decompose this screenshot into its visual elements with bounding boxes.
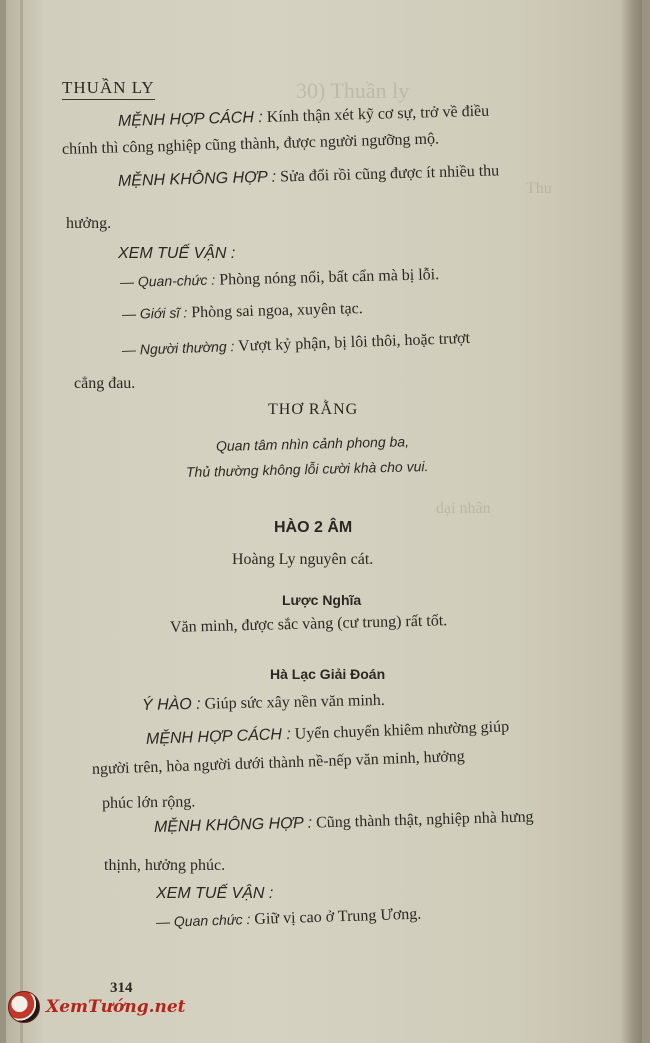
- quan-chuc-text: Phòng nóng nổi, bất cẩn mà bị lỗi.: [219, 266, 440, 289]
- hao-2-title: HÀO 2 ÂM: [274, 519, 353, 536]
- bleed-through-text: Thu: [526, 180, 552, 197]
- hao2-menh-hop-cach-text: Uyển chuyển khiêm nhường giúp: [294, 718, 510, 743]
- luoc-nghia-text: Văn minh, được sắc vàng (cư trung) rất tốt.: [169, 612, 448, 636]
- menh-khong-hop-label: MỆNH KHÔNG HỢP :: [117, 168, 277, 190]
- poem-line-1: Quan tâm nhìn cảnh phong ba,: [215, 433, 410, 454]
- gioi-si-label: — Giới sĩ :: [121, 304, 188, 322]
- hao2-menh-khong-hop-line: [154, 807, 534, 838]
- hao2-menh-hop-cach-continuation-2: phúc lớn rộng.: [101, 793, 196, 812]
- hao2-xem-tue-van-heading: XEM TUẾ VẬN :: [156, 885, 274, 902]
- nguoi-thuong-continuation: cẳng đau.: [74, 375, 136, 392]
- hao-2-subtitle: Hoàng Ly nguyên cát.: [232, 551, 374, 568]
- menh-khong-hop-line: [118, 161, 500, 192]
- hao2-menh-hop-cach-continuation-1: người trên, hòa người dưới thành nề-nếp văn minh, hưởng: [91, 747, 465, 778]
- book-page: [6, 0, 642, 1043]
- hao2-menh-hop-cach-label: MỆNH HỢP CÁCH :: [145, 725, 292, 748]
- ha-lac-title: Hà Lạc Giải Đoán: [270, 666, 386, 682]
- nguoi-thuong-text: Vượt kỷ phận, bị lôi thôi, hoặc trượt: [237, 329, 471, 355]
- xem-tue-van-heading: XEM TUẾ VẬN :: [118, 245, 236, 262]
- nguoi-thuong-label: — Người thường :: [121, 338, 235, 358]
- y-hao-line: [142, 691, 385, 716]
- menh-hop-cach-label: MỆNH HỢP CÁCH :: [117, 108, 264, 130]
- menh-hop-cach-text: Kính thận xét kỹ cơ sự, trở về điều: [266, 102, 490, 126]
- y-hao-label: Ý HÀO :: [141, 695, 201, 714]
- poem-title: THƠ RẰNG: [268, 401, 359, 418]
- menh-khong-hop-text: Sửa đổi rồi cũng được ít nhiều thu: [279, 162, 500, 186]
- gioi-si-line: [122, 298, 363, 325]
- hao2-menh-khong-hop-continuation: thịnh, hưởng phúc.: [104, 857, 226, 874]
- y-hao-text: Giúp sức xây nền văn minh.: [204, 691, 386, 713]
- hao2-quan-chuc-line: [156, 904, 422, 933]
- yin-yang-icon: [8, 991, 40, 1023]
- poem-line-2: Thủ thường không lỗi cười khà cho vui.: [185, 458, 429, 480]
- menh-hop-cach-continuation: chính thì công nghiệp cũng thành, được người ngưỡng mộ.: [61, 130, 440, 158]
- bleed-through-text: dại nhân: [436, 500, 491, 517]
- watermark-text: XemTướng.net: [46, 997, 186, 1017]
- menh-khong-hop-continuation: hưởng.: [66, 215, 112, 232]
- hao2-quan-chuc-label: — Quan chức :: [155, 911, 251, 930]
- luoc-nghia-title: Lược Nghĩa: [282, 592, 362, 608]
- xemtuong-watermark: [8, 990, 186, 1024]
- nguoi-thuong-line: [122, 328, 471, 361]
- hao2-menh-hop-cach-line: [146, 717, 510, 750]
- page-fold-shadow: [20, 0, 23, 1043]
- page-edge-shadow: [620, 0, 642, 1043]
- gioi-si-text: Phòng sai ngoa, xuyên tạc.: [191, 300, 363, 322]
- quan-chuc-label: — Quan-chức :: [119, 271, 216, 290]
- quan-chuc-line: [120, 264, 440, 293]
- hao2-quan-chuc-text: Giữ vị cao ở Trung Ương.: [254, 905, 422, 928]
- hao2-menh-khong-hop-label: MỆNH KHÔNG HỢP :: [153, 814, 313, 836]
- page-number: 314: [110, 980, 133, 996]
- running-title: THUẦN LY: [62, 78, 155, 100]
- bleed-through-text: 30) Thuần ly: [296, 78, 410, 103]
- menh-hop-cach-line: [118, 102, 490, 132]
- hao2-menh-khong-hop-text: Cũng thành thật, nghiệp nhà hưng: [315, 808, 534, 832]
